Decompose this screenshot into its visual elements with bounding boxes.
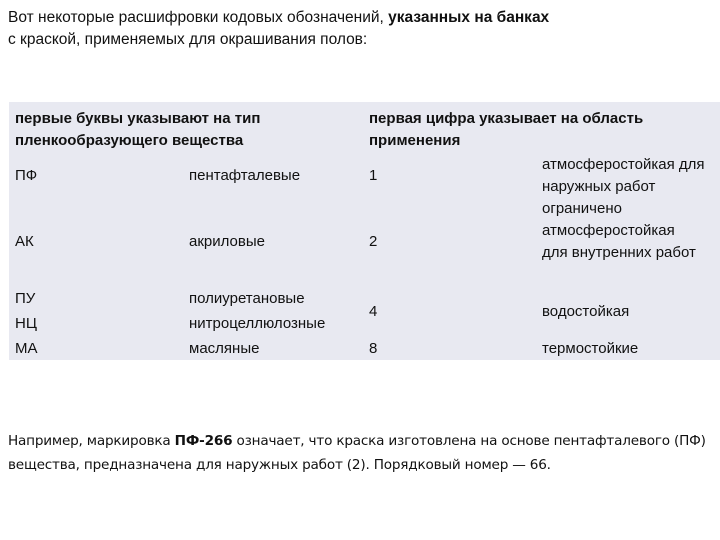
row-material: полиуретановые: [189, 290, 305, 307]
row-area: атмосферостойкая для наружных работ: [542, 156, 705, 195]
row-code: ПУ: [15, 290, 36, 307]
row-material: пентафталевые: [189, 167, 301, 184]
row-material: масляные: [189, 340, 260, 357]
row-code: МА: [15, 340, 38, 357]
row-area: ограничено атмосферостойкая для внутренних работ: [542, 200, 696, 261]
row-code: НЦ: [15, 315, 37, 332]
header-letters: первые буквы указывают на тип пленкообразующего вещества: [15, 110, 261, 149]
intro-line2-text: с краской, применяемых для окрашивания полов:: [8, 31, 368, 48]
header-digit: первая цифра указывает на область применения: [369, 110, 644, 149]
row-digit: 8: [369, 340, 378, 357]
marking-table: [9, 102, 720, 360]
row-area: водостойкая: [542, 303, 630, 320]
intro-line1-bold: указанных на банках: [388, 9, 550, 26]
row-code: АК: [15, 233, 34, 250]
row-area: термостойкие: [542, 340, 639, 357]
example-note: [8, 429, 720, 477]
note-code: ПФ-266: [174, 433, 233, 449]
row-digit: 4: [369, 303, 378, 320]
row-digit: 2: [369, 233, 378, 250]
row-material: нитроцеллюлозные: [189, 315, 326, 332]
intro-paragraph: [8, 7, 708, 51]
row-material: акриловые: [189, 233, 265, 250]
note-text: Например, маркировка: [8, 433, 175, 449]
row-code: ПФ: [15, 167, 38, 184]
note-text: означает, что краска изготовлена на основе пентафталевого (ПФ) вещества, предназначена для наружных работ (2). Порядковый номер — 66.: [8, 433, 706, 473]
intro-line1-text: Вот некоторые расшифровки кодовых обозначений,: [8, 9, 389, 26]
row-digit: 1: [369, 167, 378, 184]
